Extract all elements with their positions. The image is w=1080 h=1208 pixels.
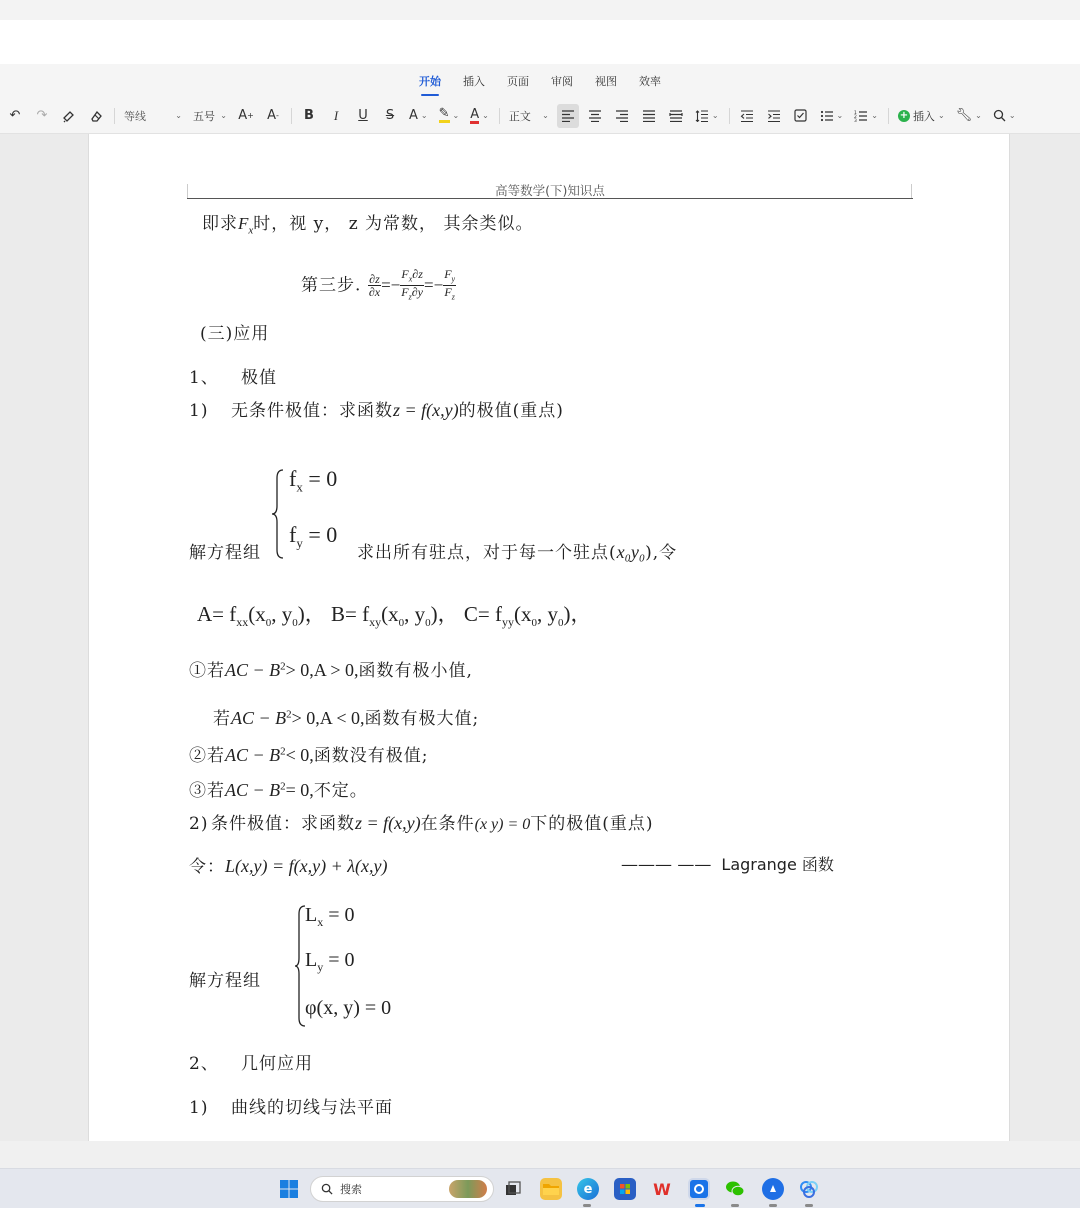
abc-definition-line bbox=[197, 598, 591, 630]
insert-label: 插入 bbox=[912, 109, 935, 123]
align-right-button[interactable] bbox=[611, 104, 633, 128]
math-subscript: y bbox=[317, 960, 324, 974]
active-indicator bbox=[695, 1204, 705, 1207]
math-symbol: F bbox=[238, 214, 249, 233]
text-run: 令： bbox=[189, 857, 225, 877]
math-subscript: y bbox=[296, 535, 303, 551]
list-item bbox=[189, 1093, 393, 1118]
tab-insert[interactable]: 插入 bbox=[463, 75, 485, 88]
step3-line bbox=[301, 268, 456, 304]
tab-view[interactable]: 视图 bbox=[595, 75, 617, 88]
math-subscript: 0 bbox=[265, 617, 272, 630]
lagrange-note bbox=[621, 852, 834, 875]
math-subscript: x bbox=[408, 274, 413, 284]
taskbar bbox=[0, 1168, 1080, 1208]
chevron-down-icon: ⌄ bbox=[937, 111, 945, 120]
numbered-list-button[interactable] bbox=[851, 104, 881, 128]
denominator: ∂x bbox=[368, 285, 381, 300]
item-text: 条件极值：求函数 bbox=[211, 814, 355, 834]
file-explorer-icon[interactable] bbox=[540, 1178, 562, 1200]
math-formula: > 0,A > 0, bbox=[285, 660, 359, 680]
header-rule bbox=[187, 198, 913, 199]
item-text: 无条件极值：求函数 bbox=[231, 401, 393, 421]
grow-font-button[interactable]: A + bbox=[238, 108, 254, 123]
math-symbol: L bbox=[305, 904, 318, 926]
case-mark: 若 bbox=[213, 709, 231, 729]
running-indicator bbox=[805, 1204, 813, 1207]
math-args: (x bbox=[381, 602, 399, 626]
math-symbol: A= f bbox=[197, 602, 237, 626]
running-indicator bbox=[769, 1204, 777, 1207]
math-args: , y bbox=[404, 602, 426, 626]
math-subscript: 0 bbox=[531, 617, 537, 630]
font-color-button[interactable] bbox=[467, 104, 492, 128]
task-view-icon[interactable] bbox=[502, 1178, 524, 1200]
math-args: , y bbox=[271, 602, 293, 626]
text-line bbox=[202, 209, 533, 236]
item-number: 1) bbox=[189, 401, 209, 421]
plus-icon: + bbox=[899, 109, 909, 121]
font-size-select[interactable] bbox=[190, 104, 230, 128]
search-placeholder: 搜索 bbox=[340, 1183, 362, 1196]
align-center-button[interactable] bbox=[584, 104, 606, 128]
chevron-down-icon: ⌄ bbox=[220, 111, 227, 120]
align-center-icon bbox=[588, 110, 602, 122]
windows-start-icon[interactable] bbox=[278, 1178, 300, 1200]
case-line bbox=[213, 704, 479, 729]
document-workspace[interactable] bbox=[0, 134, 1080, 1141]
baidu-netdisk-icon[interactable] bbox=[798, 1178, 820, 1200]
line-spacing-icon bbox=[695, 110, 709, 122]
equation-row bbox=[289, 522, 337, 551]
chevron-down-icon: ⌄ bbox=[975, 111, 982, 120]
math-rhs: = 0 bbox=[302, 466, 338, 491]
decrease-indent-button[interactable] bbox=[736, 104, 758, 128]
fraction bbox=[368, 273, 381, 298]
dash-separator: ——— —— bbox=[621, 855, 712, 875]
chevron-down-icon: ⌄ bbox=[482, 111, 489, 120]
insert-button[interactable] bbox=[895, 104, 948, 128]
item-number: 1) bbox=[189, 1098, 209, 1118]
wps-icon[interactable]: W bbox=[653, 1179, 671, 1199]
taskbar-search[interactable] bbox=[310, 1176, 494, 1202]
clear-format-icon[interactable] bbox=[85, 104, 107, 128]
math-args: )， bbox=[563, 602, 592, 626]
math-subscript: 0 bbox=[425, 617, 431, 630]
math-symbol: F bbox=[401, 285, 409, 300]
item-text: 在条件 bbox=[420, 814, 475, 834]
chevron-down-icon: ⌄ bbox=[420, 111, 428, 120]
math-formula: (x y) = 0 bbox=[474, 816, 531, 833]
font-name-value: 等线 bbox=[124, 109, 146, 123]
case-mark: ②若 bbox=[189, 746, 225, 766]
left-brace bbox=[271, 468, 285, 560]
denominator bbox=[443, 286, 456, 303]
math-symbol: F bbox=[444, 267, 452, 281]
case-mark: ①若 bbox=[189, 661, 225, 681]
wechat-icon[interactable] bbox=[724, 1178, 746, 1200]
math-args: , y bbox=[536, 602, 558, 626]
search-icon bbox=[993, 109, 1006, 122]
item-text: 极值 bbox=[241, 368, 277, 388]
decrease-indent-icon bbox=[740, 110, 754, 122]
italic-button[interactable]: I bbox=[333, 107, 339, 123]
grow-font-icon: A bbox=[238, 108, 248, 123]
align-left-icon bbox=[561, 110, 575, 122]
shrink-font-button[interactable]: A - bbox=[267, 108, 279, 123]
tab-home[interactable]: 开始 bbox=[419, 69, 441, 93]
toolbar-divider bbox=[114, 108, 115, 124]
search-highlight-art bbox=[449, 1180, 487, 1198]
math-superscript: 2 bbox=[280, 745, 286, 758]
math-symbol: L bbox=[305, 949, 318, 971]
math-symbol: f bbox=[289, 466, 297, 491]
math-subscript: x bbox=[296, 479, 303, 495]
formatting-toolbar bbox=[0, 98, 1080, 134]
distributed-icon bbox=[669, 110, 683, 122]
status-area bbox=[0, 1141, 1080, 1168]
equation-row bbox=[289, 466, 337, 495]
equation-row: φ(x, y) = 0 bbox=[305, 997, 392, 1019]
text-run: ),令 bbox=[645, 543, 678, 563]
numerator: ∂z bbox=[369, 272, 380, 287]
bullet-list-icon bbox=[820, 110, 834, 122]
bold-button[interactable]: B bbox=[304, 108, 314, 123]
highlighter-icon: ✎ bbox=[438, 106, 450, 121]
text-line bbox=[357, 538, 677, 563]
toolbar-divider bbox=[888, 108, 889, 124]
math-symbol: ∂z bbox=[412, 267, 423, 281]
increase-indent-icon bbox=[767, 110, 781, 122]
redo-icon[interactable]: ↷ bbox=[36, 108, 48, 123]
case-line bbox=[189, 776, 368, 801]
line-spacing-button[interactable] bbox=[692, 104, 722, 128]
math-operator: =− bbox=[424, 275, 444, 295]
align-left-button[interactable] bbox=[557, 104, 579, 128]
math-rhs: = 0 bbox=[323, 904, 355, 926]
math-formula: L(x,y) = f(x,y) + λ(x,y) bbox=[225, 856, 388, 876]
chevron-down-icon: ⌄ bbox=[871, 111, 878, 120]
strikethrough-button[interactable]: S bbox=[385, 108, 395, 123]
item-number: 2) bbox=[189, 814, 209, 834]
item-text: 曲线的切线与法平面 bbox=[231, 1098, 393, 1118]
math-args: )， bbox=[297, 602, 326, 626]
math-subscript: z bbox=[408, 292, 412, 302]
ribbon-tabs bbox=[0, 64, 1080, 98]
text-run: 时，视 y， z 为常数， 其余类似。 bbox=[253, 214, 534, 234]
tab-strip-area bbox=[0, 20, 1080, 64]
case-text: 函数有极大值; bbox=[364, 709, 480, 729]
math-subscript: y bbox=[451, 274, 456, 284]
app-icon[interactable] bbox=[762, 1178, 784, 1200]
text-run: 即求 bbox=[202, 214, 238, 234]
lagrange-line bbox=[189, 852, 388, 877]
chevron-down-icon: ⌄ bbox=[452, 111, 460, 120]
math-superscript: 2 bbox=[286, 708, 292, 721]
svg-text:2: 2 bbox=[854, 114, 858, 120]
list-item bbox=[189, 396, 564, 421]
tab-efficiency[interactable]: 效率 bbox=[639, 75, 661, 88]
toolbar-divider bbox=[291, 108, 292, 124]
section-heading: (三)应用 bbox=[200, 324, 270, 344]
math-rhs: = 0 bbox=[323, 949, 355, 971]
underline-button[interactable]: U bbox=[358, 108, 368, 123]
math-subscript: xy bbox=[369, 615, 382, 630]
chevron-down-icon: ⌄ bbox=[836, 111, 844, 120]
math-subscript: x bbox=[248, 224, 254, 237]
math-symbol: f bbox=[289, 522, 297, 547]
math-formula: AC − B bbox=[231, 708, 287, 728]
case-text: 不定。 bbox=[313, 781, 368, 801]
math-superscript: 2 bbox=[280, 660, 286, 673]
math-symbol: B= f bbox=[331, 602, 370, 626]
math-formula: z = f(x,y) bbox=[355, 813, 421, 833]
chevron-down-icon: ⌄ bbox=[542, 111, 549, 120]
numerator bbox=[443, 268, 456, 286]
format-painter-icon[interactable] bbox=[58, 104, 80, 128]
paragraph-style-value: 正文 bbox=[508, 109, 531, 123]
math-subscript: 0 bbox=[557, 617, 564, 630]
fraction bbox=[400, 268, 424, 304]
list-item bbox=[189, 363, 277, 388]
math-subscript: 0 bbox=[398, 617, 405, 630]
edge-icon[interactable]: e bbox=[577, 1178, 599, 1200]
item-number: 1、 bbox=[189, 368, 219, 388]
tools-button[interactable] bbox=[953, 104, 985, 128]
item-text: 下的极值(重点) bbox=[530, 814, 654, 834]
font-name-select[interactable] bbox=[121, 104, 185, 128]
list-item bbox=[189, 809, 654, 834]
math-formula: AC − B bbox=[225, 660, 281, 680]
find-button[interactable] bbox=[990, 104, 1019, 128]
svg-text:3: 3 bbox=[854, 118, 858, 122]
math-superscript: 2 bbox=[280, 780, 286, 793]
math-operator: =− bbox=[381, 275, 401, 295]
align-right-icon bbox=[615, 110, 629, 122]
toolbar-divider bbox=[499, 108, 500, 124]
title-bar bbox=[0, 0, 1080, 20]
text-effect-icon: A bbox=[409, 108, 418, 123]
math-subscript: 0 bbox=[292, 617, 298, 630]
running-indicator bbox=[583, 1204, 591, 1207]
equation-row bbox=[305, 949, 355, 975]
text-run: 求出所有驻点，对于每一个驻点( bbox=[357, 543, 617, 563]
justify-button[interactable] bbox=[638, 104, 660, 128]
store-icon[interactable] bbox=[614, 1178, 636, 1200]
math-formula: > 0,A < 0, bbox=[291, 708, 365, 728]
item-text: 几何应用 bbox=[241, 1054, 313, 1074]
math-formula: < 0, bbox=[285, 745, 314, 765]
math-symbol: ∂y bbox=[411, 285, 423, 300]
text-effect-button[interactable] bbox=[406, 104, 431, 128]
numerator bbox=[400, 268, 424, 286]
math-formula: AC − B bbox=[225, 780, 281, 800]
tab-review[interactable]: 审阅 bbox=[551, 75, 573, 88]
checkbox-icon bbox=[794, 109, 807, 122]
list-item bbox=[189, 1049, 313, 1074]
equation-row bbox=[305, 904, 355, 930]
math-rhs: = 0 bbox=[302, 522, 338, 547]
case-text: 函数有极小值, bbox=[358, 661, 473, 681]
math-formula: = 0, bbox=[285, 780, 314, 800]
math-subscript: z bbox=[451, 292, 455, 302]
chevron-down-icon: ⌄ bbox=[711, 111, 719, 120]
paragraph-style-select[interactable] bbox=[506, 104, 552, 128]
text-run: Lagrange 函数 bbox=[721, 855, 834, 874]
text-line: 解方程组 bbox=[189, 971, 261, 991]
math-symbol: F bbox=[401, 267, 409, 281]
item-text: 的极值(重点) bbox=[458, 401, 564, 421]
chevron-down-icon: ⌄ bbox=[175, 111, 182, 120]
undo-icon[interactable]: ↶ bbox=[9, 108, 21, 123]
increase-indent-button[interactable] bbox=[763, 104, 785, 128]
wrench-icon: 🔧︎ bbox=[955, 108, 973, 123]
toolbar-divider bbox=[729, 108, 730, 124]
distributed-button[interactable] bbox=[665, 104, 687, 128]
active-app-icon[interactable] bbox=[688, 1178, 710, 1200]
math-args: )， bbox=[430, 602, 459, 626]
math-symbol: x₀y₀ bbox=[616, 542, 646, 562]
svg-text:1: 1 bbox=[854, 110, 858, 116]
case-text: 函数没有极值; bbox=[313, 746, 429, 766]
font-color-icon: A bbox=[470, 106, 480, 122]
chevron-down-icon: ⌄ bbox=[1008, 111, 1016, 120]
math-symbol: C= f bbox=[463, 602, 502, 626]
math-subscript: x bbox=[317, 915, 324, 929]
tab-page[interactable]: 页面 bbox=[507, 75, 529, 88]
step-label: 第三步. bbox=[301, 275, 362, 296]
case-line bbox=[189, 741, 429, 766]
text-line: 解方程组 bbox=[189, 543, 261, 563]
shrink-font-icon: A bbox=[267, 108, 276, 123]
case-line bbox=[189, 656, 473, 681]
bullet-list-button[interactable] bbox=[817, 104, 847, 128]
math-formula: AC − B bbox=[225, 745, 281, 765]
numbered-list-icon bbox=[854, 110, 868, 122]
math-args: (x bbox=[248, 602, 266, 626]
item-number: 2、 bbox=[189, 1054, 219, 1074]
running-indicator bbox=[731, 1204, 739, 1207]
document-page[interactable] bbox=[88, 134, 1010, 1141]
page-header: 高等数学(下)知识点 bbox=[495, 183, 605, 198]
math-args: (x bbox=[513, 602, 532, 626]
search-icon bbox=[321, 1183, 333, 1195]
justify-icon bbox=[642, 110, 656, 122]
font-size-value: 五号 bbox=[193, 109, 215, 123]
math-subscript: yy bbox=[501, 615, 514, 630]
math-formula: z = f(x,y) bbox=[393, 400, 459, 420]
highlight-button[interactable] bbox=[436, 104, 463, 128]
denominator bbox=[400, 286, 424, 303]
checkbox-list-button[interactable] bbox=[790, 104, 812, 128]
math-subscript: xx bbox=[236, 615, 249, 630]
fraction bbox=[443, 268, 456, 304]
case-mark: ③若 bbox=[189, 781, 225, 801]
math-symbol: F bbox=[444, 285, 452, 300]
